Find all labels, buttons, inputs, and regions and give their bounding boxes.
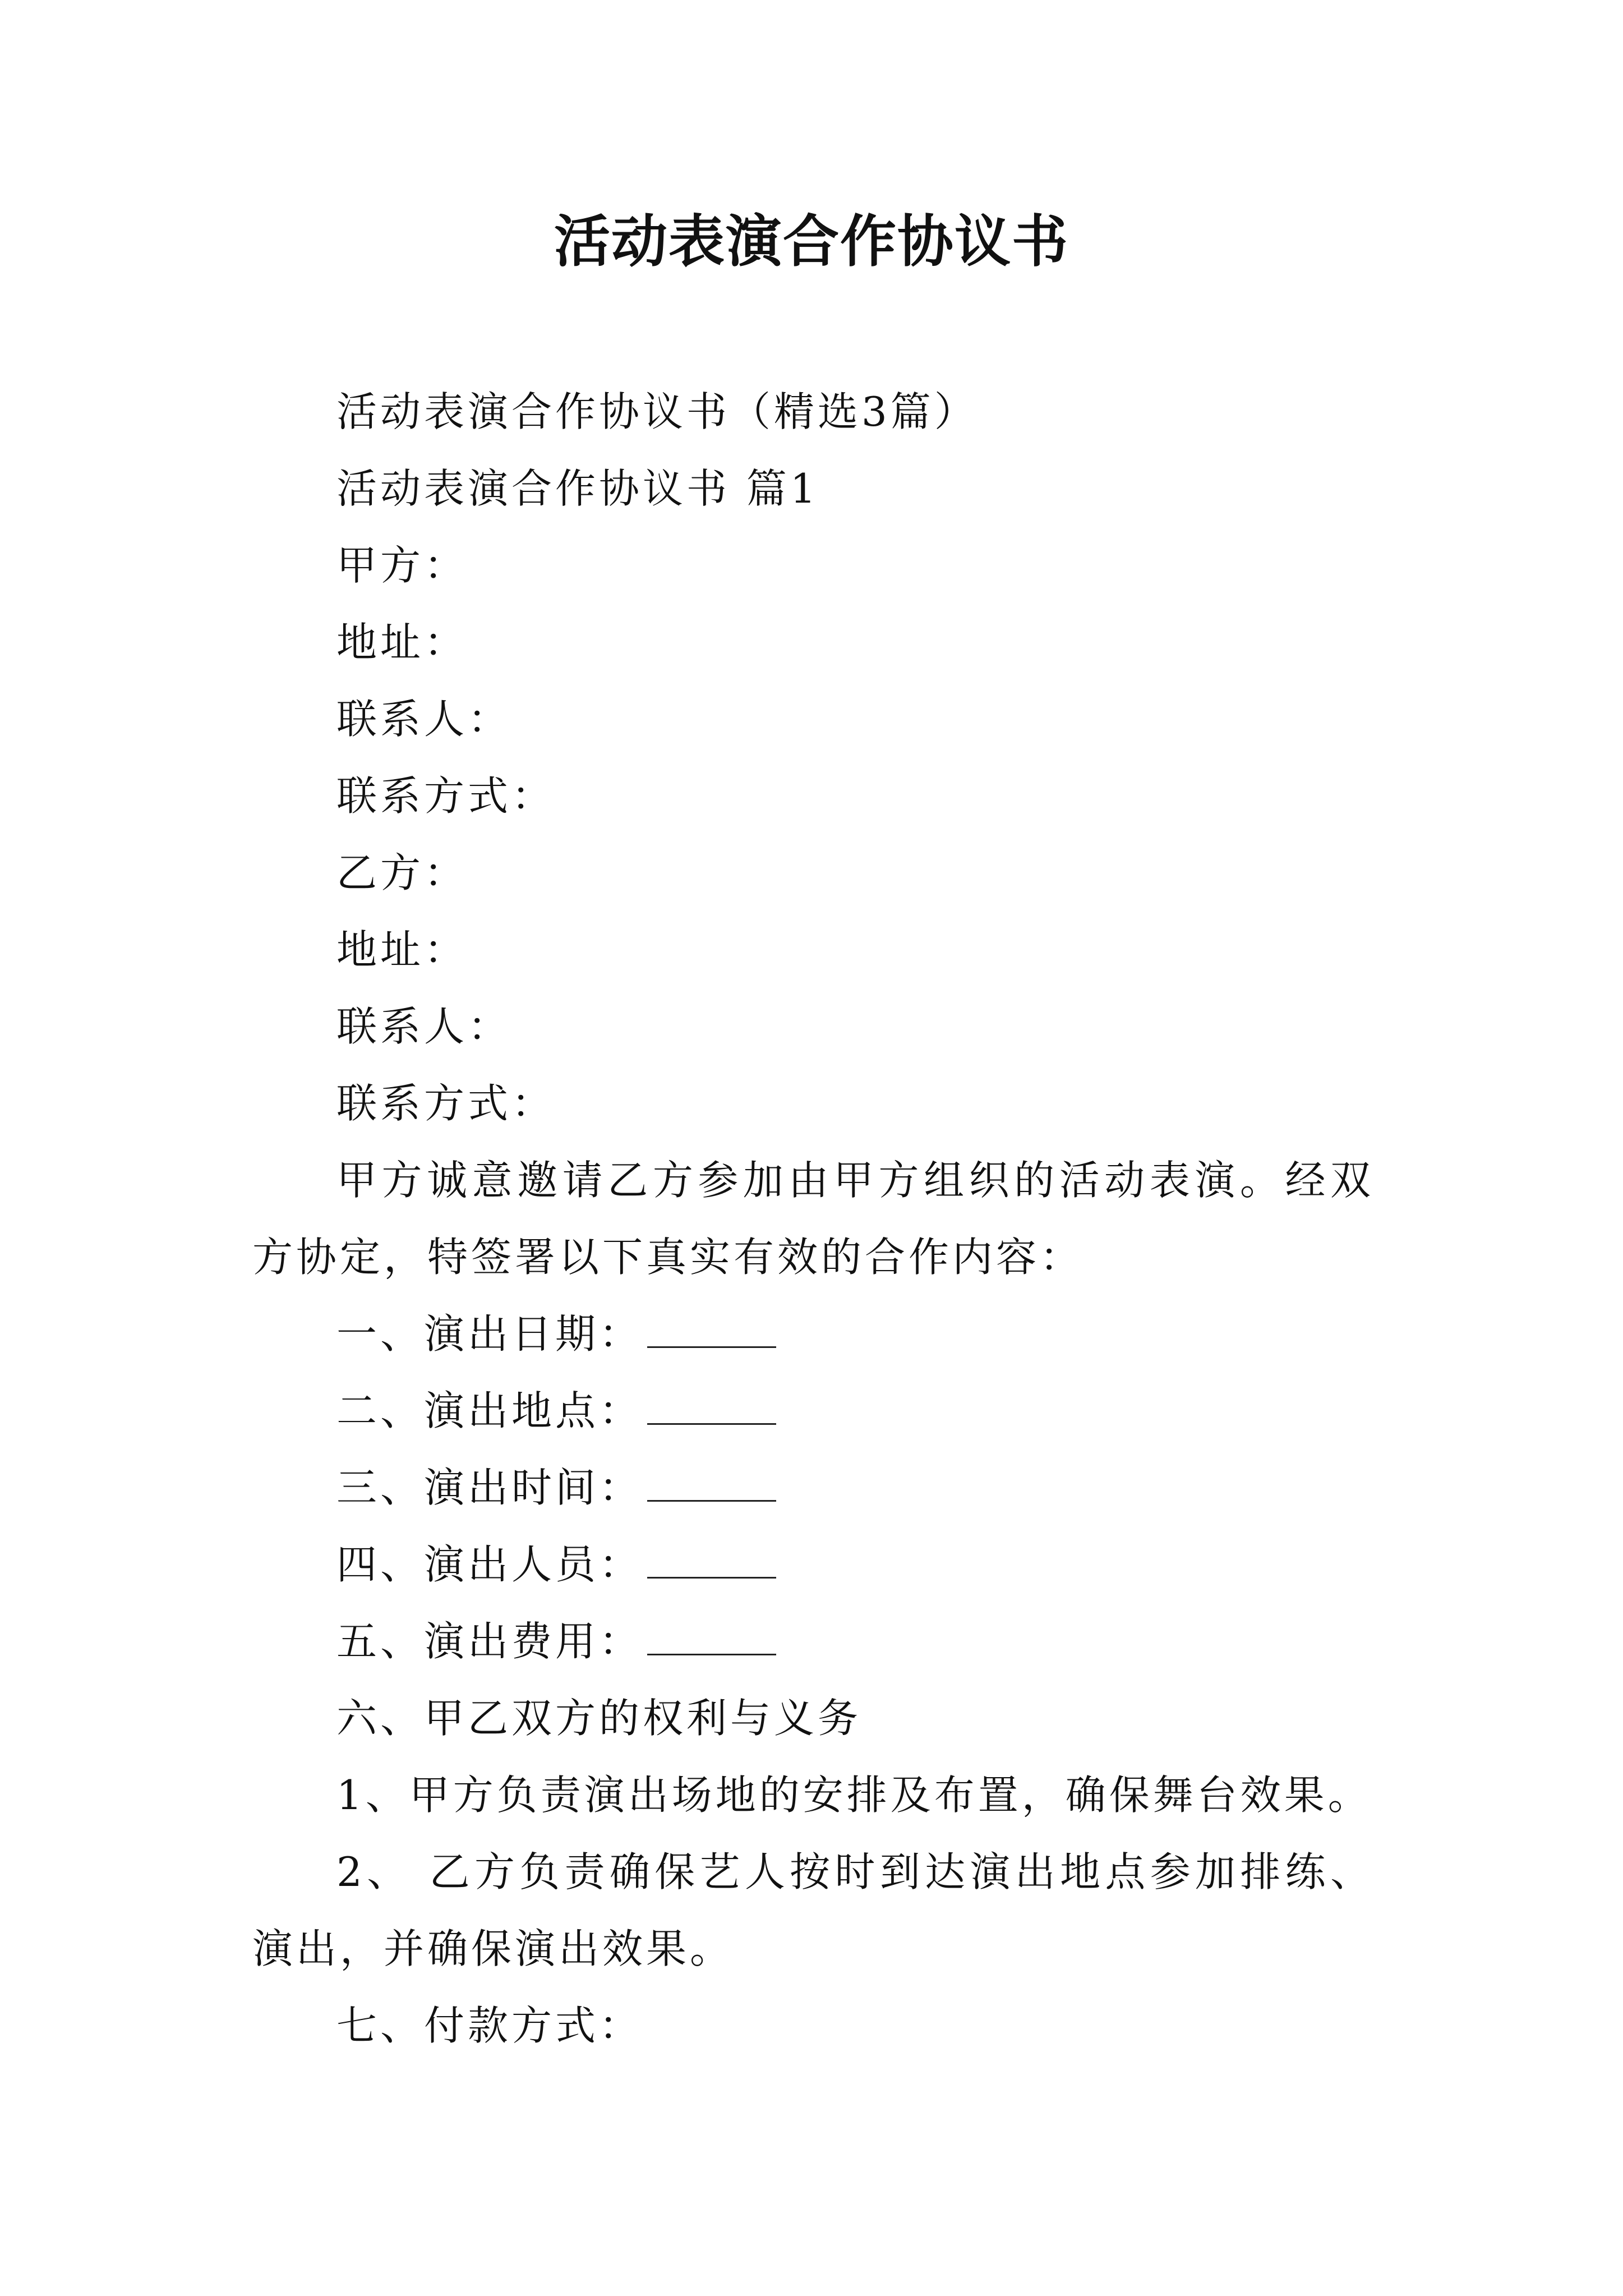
intro-paragraph: 甲方诚意邀请乙方参加由甲方组织的活动表演。经双方协定，特签署以下真实有效的合作内容：: [252, 1157, 1374, 1281]
clause-date: [252, 1296, 1374, 1373]
party-b-contact: 联系人：: [336, 1003, 512, 1050]
party-b-contact-method: 联系方式：: [336, 1080, 556, 1127]
clause-time-label: 三、演出时间：: [336, 1464, 643, 1511]
date-blank-line: [647, 1313, 776, 1348]
subtitle: 活动表演合作协议书（精选3篇）: [336, 388, 978, 435]
clause-fee: [252, 1603, 1374, 1680]
fee-blank-line: [647, 1620, 776, 1655]
payment-heading: 七、付款方式：: [336, 2002, 643, 2049]
rights-item-2: 2、 乙方负责确保艺人按时到达演出地点参加排练、演出，并确保演出效果。: [252, 1848, 1374, 1972]
clause-personnel-label: 四、演出人员：: [336, 1541, 643, 1588]
party-b-address: 地址：: [336, 926, 468, 973]
section-heading: 活动表演合作协议书 篇1: [336, 465, 819, 512]
clause-fee-label: 五、演出费用：: [336, 1618, 643, 1665]
party-a-contact: 联系人：: [336, 696, 512, 743]
rights-heading: 六、甲乙双方的权利与义务: [336, 1695, 862, 1742]
document-title: 活动表演合作协议书: [554, 208, 1069, 274]
party-a-label: 甲方：: [336, 542, 468, 589]
clause-time: [252, 1450, 1374, 1526]
clause-date-label: 一、演出日期：: [336, 1310, 643, 1358]
party-a-address: 地址：: [336, 619, 468, 666]
location-blank-line: [647, 1389, 776, 1425]
document-body: [252, 374, 1374, 2064]
personnel-blank-line: [647, 1543, 776, 1579]
rights-item-1: 1、甲方负责演出场地的安排及布置，确保舞台效果。: [336, 1772, 1372, 1819]
party-b-label: 乙方：: [336, 849, 468, 896]
clause-personnel: [252, 1526, 1374, 1603]
time-blank-line: [647, 1466, 776, 1502]
clause-location: [252, 1373, 1374, 1450]
clause-location-label: 二、演出地点：: [336, 1387, 643, 1434]
party-a-contact-method: 联系方式：: [336, 772, 556, 820]
